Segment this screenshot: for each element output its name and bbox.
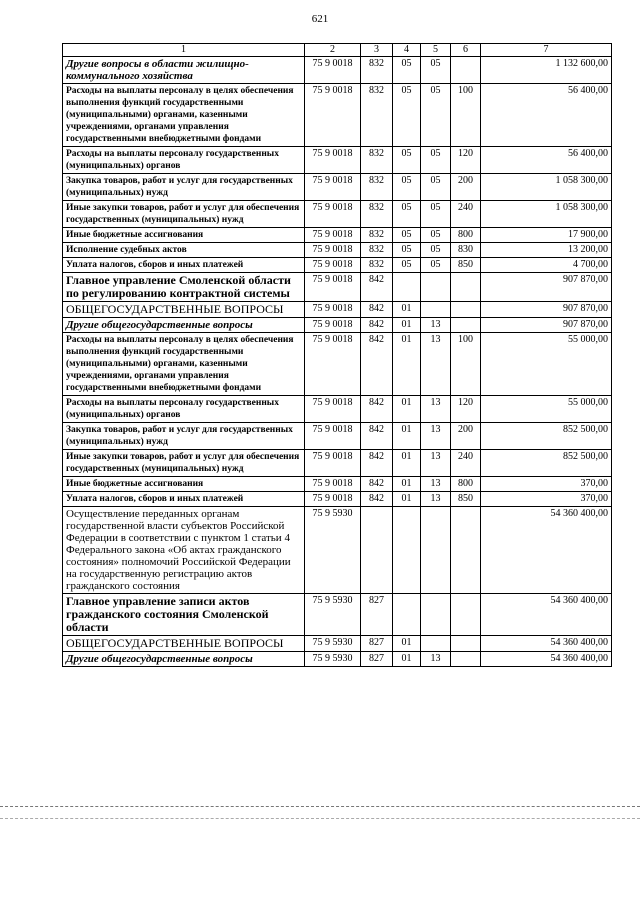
gr-cell: 842 xyxy=(361,302,393,318)
table-row xyxy=(63,228,612,243)
table-row xyxy=(63,636,612,652)
table-row xyxy=(63,507,612,594)
sum-cell: 907 870,00 xyxy=(481,318,612,333)
name-cell: Расходы на выплаты персоналу в целях обеспечения выполнения функций государственными (муниципальными) органами, казенными учреждениями, органами управления государственными внебюджетными фондами xyxy=(63,84,305,147)
gr-cell: 842 xyxy=(361,423,393,450)
table-row xyxy=(63,423,612,450)
gr-cell: 832 xyxy=(361,84,393,147)
code-cell: 75 9 5930 xyxy=(305,652,361,667)
pr-cell: 13 xyxy=(421,318,451,333)
rz-cell: 01 xyxy=(393,302,421,318)
bottom-dashed-line xyxy=(0,818,640,819)
gr-cell: 827 xyxy=(361,636,393,652)
vr-cell: 800 xyxy=(451,228,481,243)
rz-cell: 05 xyxy=(393,147,421,174)
rz-cell xyxy=(393,594,421,636)
code-cell: 75 9 5930 xyxy=(305,636,361,652)
code-cell: 75 9 0018 xyxy=(305,84,361,147)
pr-cell: 05 xyxy=(421,174,451,201)
rz-cell: 05 xyxy=(393,228,421,243)
pr-cell: 05 xyxy=(421,84,451,147)
name-cell: Закупка товаров, работ и услуг для государственных (муниципальных) нужд xyxy=(63,423,305,450)
gr-cell: 842 xyxy=(361,273,393,302)
rz-cell: 01 xyxy=(393,636,421,652)
name-cell: Другие общегосударственные вопросы xyxy=(63,652,305,667)
name-cell: Иные бюджетные ассигнования xyxy=(63,228,305,243)
vr-cell: 800 xyxy=(451,477,481,492)
table-row xyxy=(63,450,612,477)
code-cell: 75 9 0018 xyxy=(305,147,361,174)
rz-cell xyxy=(393,273,421,302)
code-cell: 75 9 0018 xyxy=(305,423,361,450)
table-row xyxy=(63,84,612,147)
sum-cell: 1 132 600,00 xyxy=(481,57,612,84)
gr-cell: 842 xyxy=(361,492,393,507)
code-cell: 75 9 0018 xyxy=(305,302,361,318)
gr-cell: 832 xyxy=(361,201,393,228)
header-cell: 4 xyxy=(393,44,421,57)
rz-cell: 05 xyxy=(393,174,421,201)
header-cell: 6 xyxy=(451,44,481,57)
vr-cell: 200 xyxy=(451,174,481,201)
sum-cell: 370,00 xyxy=(481,492,612,507)
table-row xyxy=(63,147,612,174)
rz-cell xyxy=(393,507,421,594)
pr-cell: 05 xyxy=(421,228,451,243)
gr-cell: 832 xyxy=(361,228,393,243)
name-cell: Осуществление переданных органам государственной власти субъектов Российской Федерации в соответствии с пунктом 1 статьи 4 Федерального закона «Об актах гражданского состояния» полномочий Российской Федерации на государственную регистрацию актов гражданского состояния xyxy=(63,507,305,594)
code-cell: 75 9 0018 xyxy=(305,258,361,273)
table-row xyxy=(63,333,612,396)
code-cell: 75 9 0018 xyxy=(305,333,361,396)
gr-cell: 832 xyxy=(361,147,393,174)
page-number: 621 xyxy=(311,13,329,25)
code-cell: 75 9 0018 xyxy=(305,57,361,84)
name-cell: Расходы на выплаты персоналу государственных (муниципальных) органов xyxy=(63,147,305,174)
name-cell: ОБЩЕГОСУДАРСТВЕННЫЕ ВОПРОСЫ xyxy=(63,302,305,318)
sum-cell: 55 000,00 xyxy=(481,396,612,423)
rz-cell: 01 xyxy=(393,652,421,667)
budget-table xyxy=(62,43,612,667)
table-row xyxy=(63,396,612,423)
header-cell: 1 xyxy=(63,44,305,57)
rz-cell: 01 xyxy=(393,423,421,450)
vr-cell xyxy=(451,318,481,333)
gr-cell xyxy=(361,507,393,594)
pr-cell: 05 xyxy=(421,57,451,84)
vr-cell xyxy=(451,652,481,667)
header-cell: 2 xyxy=(305,44,361,57)
gr-cell: 842 xyxy=(361,450,393,477)
sum-cell: 852 500,00 xyxy=(481,423,612,450)
sum-cell: 54 360 400,00 xyxy=(481,636,612,652)
vr-cell: 120 xyxy=(451,147,481,174)
vr-cell: 850 xyxy=(451,492,481,507)
vr-cell: 200 xyxy=(451,423,481,450)
sum-cell: 54 360 400,00 xyxy=(481,594,612,636)
pr-cell: 13 xyxy=(421,652,451,667)
vr-cell: 830 xyxy=(451,243,481,258)
rz-cell: 01 xyxy=(393,450,421,477)
header-cell: 5 xyxy=(421,44,451,57)
sum-cell: 54 360 400,00 xyxy=(481,507,612,594)
sum-cell: 907 870,00 xyxy=(481,273,612,302)
table-row xyxy=(63,594,612,636)
gr-cell: 842 xyxy=(361,333,393,396)
sum-cell: 907 870,00 xyxy=(481,302,612,318)
gr-cell: 842 xyxy=(361,318,393,333)
table-row xyxy=(63,243,612,258)
code-cell: 75 9 5930 xyxy=(305,594,361,636)
pr-cell: 13 xyxy=(421,492,451,507)
vr-cell: 850 xyxy=(451,258,481,273)
rz-cell: 01 xyxy=(393,477,421,492)
bottom-dashed-line xyxy=(0,806,640,807)
rz-cell: 05 xyxy=(393,258,421,273)
vr-cell xyxy=(451,302,481,318)
pr-cell: 05 xyxy=(421,258,451,273)
code-cell: 75 9 5930 xyxy=(305,507,361,594)
table-row xyxy=(63,477,612,492)
table-row xyxy=(63,652,612,667)
code-cell: 75 9 0018 xyxy=(305,396,361,423)
pr-cell: 05 xyxy=(421,201,451,228)
sum-cell: 13 200,00 xyxy=(481,243,612,258)
vr-cell: 240 xyxy=(451,450,481,477)
code-cell: 75 9 0018 xyxy=(305,318,361,333)
code-cell: 75 9 0018 xyxy=(305,174,361,201)
pr-cell: 05 xyxy=(421,147,451,174)
name-cell: Расходы на выплаты персоналу государственных (муниципальных) органов xyxy=(63,396,305,423)
sum-cell: 56 400,00 xyxy=(481,84,612,147)
name-cell: Уплата налогов, сборов и иных платежей xyxy=(63,258,305,273)
table-row xyxy=(63,302,612,318)
header-cell: 7 xyxy=(481,44,612,57)
pr-cell: 13 xyxy=(421,333,451,396)
gr-cell: 842 xyxy=(361,396,393,423)
sum-cell: 17 900,00 xyxy=(481,228,612,243)
gr-cell: 832 xyxy=(361,243,393,258)
name-cell: Расходы на выплаты персоналу в целях обеспечения выполнения функций государственными (муниципальными) органами, казенными учреждениями, органами управления государственными внебюджетными фондами xyxy=(63,333,305,396)
vr-cell: 120 xyxy=(451,396,481,423)
code-cell: 75 9 0018 xyxy=(305,201,361,228)
vr-cell xyxy=(451,507,481,594)
table-row xyxy=(63,492,612,507)
gr-cell: 832 xyxy=(361,258,393,273)
vr-cell xyxy=(451,57,481,84)
vr-cell: 240 xyxy=(451,201,481,228)
table-row xyxy=(63,174,612,201)
name-cell: Уплата налогов, сборов и иных платежей xyxy=(63,492,305,507)
name-cell: Другие вопросы в области жилищно-коммунального хозяйства xyxy=(63,57,305,84)
pr-cell xyxy=(421,507,451,594)
code-cell: 75 9 0018 xyxy=(305,492,361,507)
pr-cell xyxy=(421,594,451,636)
pr-cell: 13 xyxy=(421,396,451,423)
table-row xyxy=(63,57,612,84)
pr-cell: 13 xyxy=(421,423,451,450)
name-cell: Иные бюджетные ассигнования xyxy=(63,477,305,492)
table-row xyxy=(63,258,612,273)
sum-cell: 55 000,00 xyxy=(481,333,612,396)
pr-cell: 05 xyxy=(421,243,451,258)
vr-cell xyxy=(451,594,481,636)
header-cell: 3 xyxy=(361,44,393,57)
pr-cell xyxy=(421,636,451,652)
gr-cell: 832 xyxy=(361,174,393,201)
name-cell: Исполнение судебных актов xyxy=(63,243,305,258)
pr-cell: 13 xyxy=(421,450,451,477)
sum-cell: 852 500,00 xyxy=(481,450,612,477)
header-row xyxy=(63,44,612,57)
code-cell: 75 9 0018 xyxy=(305,273,361,302)
rz-cell: 01 xyxy=(393,492,421,507)
name-cell: Иные закупки товаров, работ и услуг для обеспечения государственных (муниципальных) нужд xyxy=(63,450,305,477)
table-row xyxy=(63,318,612,333)
gr-cell: 842 xyxy=(361,477,393,492)
sum-cell: 54 360 400,00 xyxy=(481,652,612,667)
pr-cell xyxy=(421,273,451,302)
name-cell: Иные закупки товаров, работ и услуг для обеспечения государственных (муниципальных) нужд xyxy=(63,201,305,228)
code-cell: 75 9 0018 xyxy=(305,228,361,243)
gr-cell: 827 xyxy=(361,594,393,636)
rz-cell: 05 xyxy=(393,243,421,258)
name-cell: ОБЩЕГОСУДАРСТВЕННЫЕ ВОПРОСЫ xyxy=(63,636,305,652)
gr-cell: 832 xyxy=(361,57,393,84)
sum-cell: 4 700,00 xyxy=(481,258,612,273)
vr-cell xyxy=(451,273,481,302)
name-cell: Другие общегосударственные вопросы xyxy=(63,318,305,333)
sum-cell: 370,00 xyxy=(481,477,612,492)
rz-cell: 01 xyxy=(393,318,421,333)
table-row xyxy=(63,273,612,302)
sum-cell: 56 400,00 xyxy=(481,147,612,174)
vr-cell xyxy=(451,636,481,652)
name-cell: Закупка товаров, работ и услуг для государственных (муниципальных) нужд xyxy=(63,174,305,201)
sum-cell: 1 058 300,00 xyxy=(481,201,612,228)
vr-cell: 100 xyxy=(451,84,481,147)
rz-cell: 01 xyxy=(393,333,421,396)
rz-cell: 05 xyxy=(393,84,421,147)
rz-cell: 05 xyxy=(393,201,421,228)
code-cell: 75 9 0018 xyxy=(305,450,361,477)
code-cell: 75 9 0018 xyxy=(305,477,361,492)
name-cell: Главное управление записи актов гражданского состояния Смоленской области xyxy=(63,594,305,636)
rz-cell: 01 xyxy=(393,396,421,423)
gr-cell: 827 xyxy=(361,652,393,667)
pr-cell xyxy=(421,302,451,318)
vr-cell: 100 xyxy=(451,333,481,396)
name-cell: Главное управление Смоленской области по регулированию контрактной системы xyxy=(63,273,305,302)
table-row xyxy=(63,201,612,228)
rz-cell: 05 xyxy=(393,57,421,84)
code-cell: 75 9 0018 xyxy=(305,243,361,258)
sum-cell: 1 058 300,00 xyxy=(481,174,612,201)
pr-cell: 13 xyxy=(421,477,451,492)
